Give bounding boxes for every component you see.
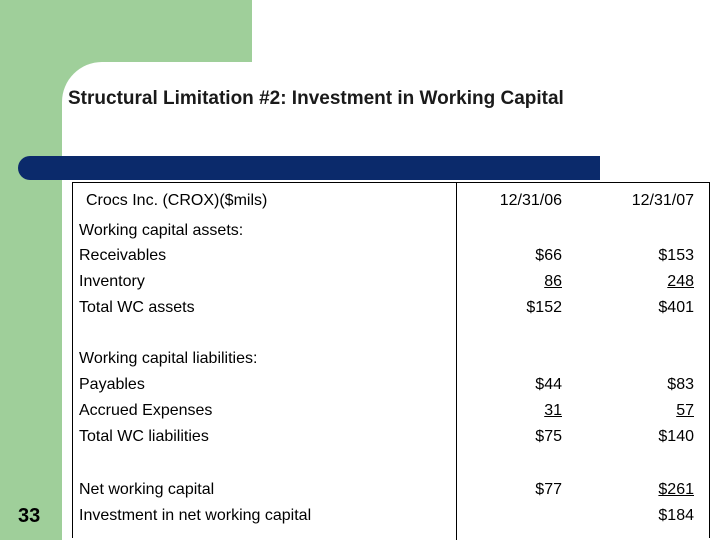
cell-receivables-2006: $66 xyxy=(535,247,562,264)
cell-inventory-2007: 248 xyxy=(667,273,694,290)
row-label-inventory: Inventory xyxy=(79,273,145,290)
cell-total-wc-liabilities-2007: $140 xyxy=(658,428,694,445)
row-label-net-working-capital: Net working capital xyxy=(79,481,215,498)
table-column-divider xyxy=(456,182,457,540)
title-rule-bar xyxy=(18,156,600,180)
cell-accrued-expenses-2006: 31 xyxy=(544,402,562,419)
cell-inventory-2006: 86 xyxy=(544,273,562,290)
slide-title: Structural Limitation #2: Investment in Working Capital xyxy=(68,88,564,109)
table-header-col2: 12/31/07 xyxy=(631,192,694,209)
page-number: 33 xyxy=(18,505,41,527)
table-header-label: Crocs Inc. (CROX)($mils) xyxy=(86,192,268,209)
table-header-col1: 12/31/06 xyxy=(499,192,562,209)
row-label-payables: Payables xyxy=(79,376,145,393)
row-label-total-wc-liabilities: Total WC liabilities xyxy=(79,428,209,445)
cell-total-wc-assets-2007: $401 xyxy=(658,299,694,316)
cell-accrued-expenses-2007: 57 xyxy=(676,402,694,419)
cell-payables-2006: $44 xyxy=(535,376,562,393)
cell-receivables-2007: $153 xyxy=(658,247,694,264)
cell-net-working-capital-2007: $261 xyxy=(658,481,694,498)
cell-investment-in-nwc-2007: $184 xyxy=(658,507,694,524)
row-label-total-wc-assets: Total WC assets xyxy=(79,299,195,316)
row-label-accrued-expenses: Accrued Expenses xyxy=(79,402,213,419)
row-label-receivables: Receivables xyxy=(79,247,167,264)
cell-total-wc-liabilities-2006: $75 xyxy=(535,428,562,445)
cell-payables-2007: $83 xyxy=(667,376,694,393)
assets-heading: Working capital assets: xyxy=(79,222,244,239)
cell-total-wc-assets-2006: $152 xyxy=(526,299,562,316)
cell-net-working-capital-2006: $77 xyxy=(535,481,562,498)
row-label-investment-in-nwc: Investment in net working capital xyxy=(79,507,312,524)
liabilities-heading: Working capital liabilities: xyxy=(79,350,258,367)
